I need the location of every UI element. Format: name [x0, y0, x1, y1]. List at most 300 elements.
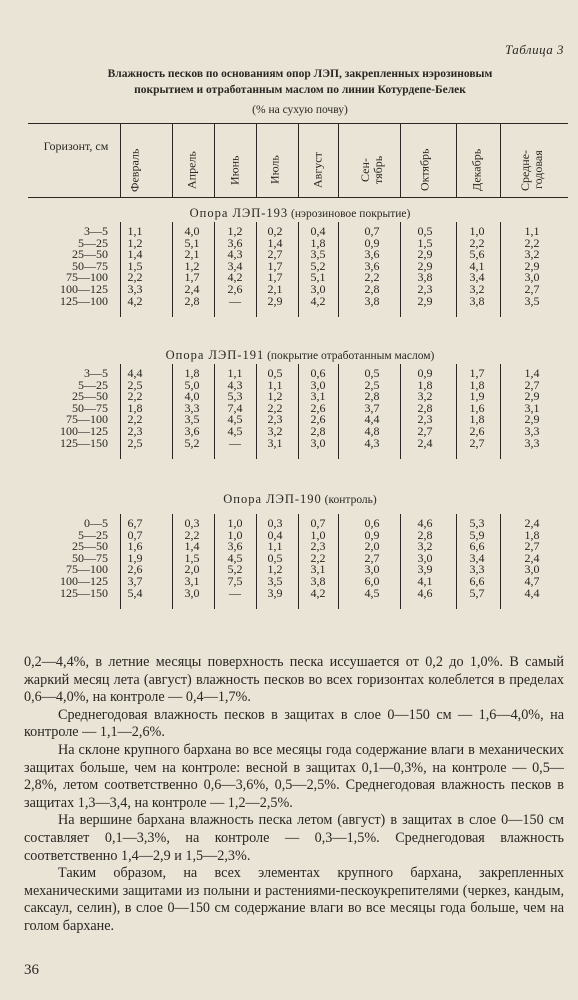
header-month: Средне- годовая	[518, 149, 545, 191]
value-cell: 1,8	[524, 527, 540, 542]
section-grid	[30, 518, 570, 599]
value-cell: 6,6	[469, 539, 485, 554]
column-rule	[338, 123, 339, 197]
value-cell: 5,1	[310, 270, 326, 285]
column-rule	[214, 123, 215, 197]
value-cell: 3,5	[184, 412, 200, 427]
value-cell: 1,7	[267, 270, 283, 285]
column-rule	[256, 514, 257, 609]
value-cell: 2,4	[524, 550, 540, 565]
table-row	[30, 281, 570, 296]
value-cell: 0,3	[184, 516, 200, 530]
header-month: Февраль	[127, 148, 142, 192]
horizon-cell: 5—25	[78, 235, 108, 250]
horizon-cell: 3—5	[84, 366, 108, 380]
section-title-text: Опора ЛЭП-191	[165, 348, 265, 362]
value-cell: 5,3	[227, 389, 243, 404]
section-title-note: (нэрозиновое покрытие)	[288, 208, 411, 220]
value-cell: 4,0	[184, 224, 200, 238]
value-cell: 3,0	[310, 377, 326, 392]
value-cell: 1,1	[267, 377, 283, 392]
header-month: Сен- тябрь	[358, 155, 385, 185]
horizon-cell: 5—25	[78, 527, 108, 542]
value-cell: —	[229, 293, 241, 308]
table-row	[30, 518, 570, 530]
value-cell: 2,5	[127, 377, 143, 392]
section-title-note: (покрытие отработанным маслом)	[264, 350, 435, 362]
column-rule	[400, 222, 401, 317]
value-cell: 0,5	[267, 366, 283, 380]
value-cell: 2,3	[417, 412, 433, 427]
value-cell: 3,8	[417, 270, 433, 285]
value-cell: —	[229, 435, 241, 450]
value-cell: 4,7	[524, 573, 540, 588]
table-row	[30, 564, 570, 576]
column-rule	[338, 514, 339, 609]
body-paragraph: Таким образом, на всех элементах крупного бархана, закрепленных механическими защитами из полыни и растениями-пескоукрепителями (черкез, кандым, саксаул, селин), в слое 0—150 см содержание влаги во все месяцы года больше, чем на голом бархане.	[24, 865, 564, 934]
value-cell: 2,8	[364, 281, 380, 296]
section-title-text: Опора ЛЭП-193	[189, 206, 289, 220]
value-cell: 3,5	[267, 573, 283, 588]
value-cell: 3,1	[310, 389, 326, 404]
value-cell: 2,6	[310, 400, 326, 415]
value-cell: 2,2	[127, 389, 143, 404]
value-cell: 1,4	[184, 539, 200, 554]
table-row	[30, 249, 570, 261]
column-rule	[214, 514, 215, 609]
column-rule	[400, 514, 401, 609]
value-cell: 1,7	[267, 258, 283, 273]
value-cell: 2,5	[364, 377, 380, 392]
value-cell: 0,6	[310, 366, 326, 380]
value-cell: 4,3	[227, 377, 243, 392]
horizon-cell: 50—75	[72, 550, 108, 565]
table-row	[30, 414, 570, 426]
value-cell: 4,5	[227, 412, 243, 427]
value-cell: 4,3	[227, 247, 243, 262]
table-row	[30, 423, 570, 438]
column-rule	[172, 123, 173, 197]
value-cell: 1,4	[524, 366, 540, 380]
section-grid	[30, 368, 570, 449]
value-cell: 5,4	[127, 585, 143, 600]
table-row	[30, 527, 570, 542]
value-cell: 3,3	[469, 562, 485, 577]
horizon-cell: 50—75	[72, 400, 108, 415]
value-cell: 3,2	[524, 247, 540, 262]
value-cell: 4,5	[364, 585, 380, 600]
value-cell: 3,3	[524, 435, 540, 450]
value-cell: 3,0	[524, 562, 540, 577]
value-cell: 3,8	[469, 293, 485, 308]
table-row	[30, 293, 570, 308]
value-cell: 2,9	[524, 412, 540, 427]
horizon-cell: 125—150	[60, 435, 108, 450]
column-rule	[500, 222, 501, 317]
section-title-text: Опора ЛЭП-190	[223, 492, 322, 506]
column-rule	[456, 364, 457, 459]
value-cell: 1,8	[127, 400, 143, 415]
value-cell: 5,2	[184, 435, 200, 450]
value-cell: 3,6	[364, 258, 380, 273]
column-rule	[172, 364, 173, 459]
value-cell: 3,8	[310, 573, 326, 588]
table-row	[30, 550, 570, 565]
header-month: Август	[310, 152, 325, 188]
value-cell: 3,0	[524, 270, 540, 285]
column-rule	[256, 123, 257, 197]
value-cell: 0,9	[364, 527, 380, 542]
value-cell: 2,3	[127, 423, 143, 438]
value-cell: 4,1	[417, 573, 433, 588]
horizon-cell: 25—50	[72, 539, 108, 554]
column-rule	[500, 123, 501, 197]
value-cell: 1,1	[227, 366, 243, 380]
value-cell: 2,9	[524, 389, 540, 404]
horizon-cell: 100—125	[60, 281, 108, 296]
horizon-cell: 25—50	[72, 389, 108, 404]
value-cell: 2,2	[127, 270, 143, 285]
value-cell: 2,7	[267, 247, 283, 262]
value-cell: 3,1	[310, 562, 326, 577]
column-rule	[298, 222, 299, 317]
value-cell: 3,1	[524, 400, 540, 415]
value-cell: 1,0	[310, 527, 326, 542]
value-cell: 2,7	[469, 435, 485, 450]
value-cell: 1,8	[469, 412, 485, 427]
value-cell: 2,7	[524, 539, 540, 554]
table-row	[30, 435, 570, 450]
column-rule	[456, 514, 457, 609]
header-month: Октябрь	[417, 148, 432, 192]
value-cell: 5,3	[469, 516, 485, 530]
column-rule	[400, 364, 401, 459]
value-cell: 3,9	[417, 562, 433, 577]
value-cell: 0,5	[267, 550, 283, 565]
value-cell: 1,1	[267, 539, 283, 554]
value-cell: 0,3	[267, 516, 283, 530]
value-cell: 1,8	[417, 377, 433, 392]
column-rule	[400, 123, 401, 197]
column-rule	[214, 222, 215, 317]
table-row	[30, 377, 570, 392]
value-cell: 2,3	[267, 412, 283, 427]
value-cell: 0,2	[267, 224, 283, 238]
horizon-cell: 0—5	[84, 516, 108, 530]
column-rule	[298, 123, 299, 197]
value-cell: 1,0	[227, 527, 243, 542]
value-cell: 0,7	[127, 527, 143, 542]
value-cell: 3,3	[184, 400, 200, 415]
value-cell: 3,7	[364, 400, 380, 415]
value-cell: 2,6	[127, 562, 143, 577]
table-subtitle: (% на сухую почву)	[252, 104, 348, 116]
value-cell: 4,8	[364, 423, 380, 438]
header-horizon: Горизонт, см	[43, 139, 109, 153]
value-cell: 3,6	[227, 235, 243, 250]
value-cell: 2,6	[469, 423, 485, 438]
value-cell: 0,9	[364, 235, 380, 250]
value-cell: 1,0	[227, 516, 243, 530]
value-cell: 1,1	[524, 224, 540, 238]
value-cell: 3,3	[127, 281, 143, 296]
value-cell: 2,1	[267, 281, 283, 296]
section-title	[30, 348, 570, 363]
value-cell: 1,8	[310, 235, 326, 250]
value-cell: 3,2	[267, 423, 283, 438]
column-rule	[338, 364, 339, 459]
value-cell: 1,2	[184, 258, 200, 273]
value-cell: 2,2	[469, 235, 485, 250]
value-cell: 2,6	[227, 281, 243, 296]
value-cell: 1,2	[127, 235, 143, 250]
section-title	[30, 206, 570, 221]
value-cell: 1,2	[267, 389, 283, 404]
body-text	[24, 654, 564, 936]
value-cell: 3,4	[469, 550, 485, 565]
value-cell: 1,6	[469, 400, 485, 415]
value-cell: 1,9	[469, 389, 485, 404]
value-cell: 2,5	[127, 435, 143, 450]
value-cell: 2,3	[310, 539, 326, 554]
table-row	[30, 235, 570, 250]
value-cell: 3,0	[364, 562, 380, 577]
value-cell: 1,4	[127, 247, 143, 262]
table-row	[30, 272, 570, 284]
horizon-cell: 3—5	[84, 224, 108, 238]
section-title-note: (контроль)	[321, 494, 377, 506]
value-cell: 4,2	[227, 270, 243, 285]
value-cell: 3,2	[417, 389, 433, 404]
value-cell: 2,2	[524, 235, 540, 250]
horizon-cell: 5—25	[78, 377, 108, 392]
column-rule	[256, 222, 257, 317]
column-rule	[456, 123, 457, 197]
value-cell: 2,3	[417, 281, 433, 296]
column-rule	[338, 222, 339, 317]
value-cell: 1,5	[127, 258, 143, 273]
value-cell: 2,9	[524, 258, 540, 273]
value-cell: 3,9	[267, 585, 283, 600]
value-cell: 4,2	[310, 585, 326, 600]
value-cell: 4,4	[127, 366, 143, 380]
column-rule	[172, 514, 173, 609]
column-rule	[120, 364, 121, 459]
table-title-line2: покрытием и отработанным маслом по линии Котурдепе-Белек	[134, 84, 466, 96]
horizon-cell: 75—100	[66, 270, 108, 285]
value-cell: 6,0	[364, 573, 380, 588]
header-month: Июнь	[227, 155, 242, 185]
value-cell: 0,4	[310, 224, 326, 238]
column-rule	[120, 514, 121, 609]
value-cell: 1,2	[227, 224, 243, 238]
header-month: Июль	[267, 155, 282, 185]
header-month: Декабрь	[469, 148, 484, 192]
value-cell: 0,6	[364, 516, 380, 530]
section-title	[30, 492, 570, 507]
table-row	[30, 400, 570, 415]
value-cell: 3,7	[127, 573, 143, 588]
value-cell: 3,5	[310, 247, 326, 262]
value-cell: 1,7	[469, 366, 485, 380]
value-cell: 4,5	[227, 550, 243, 565]
value-cell: 2,8	[184, 293, 200, 308]
value-cell: 4,3	[364, 435, 380, 450]
value-cell: 2,0	[184, 562, 200, 577]
value-cell: 2,2	[364, 270, 380, 285]
value-cell: 3,3	[524, 423, 540, 438]
value-cell: 4,1	[469, 258, 485, 273]
value-cell: 3,1	[184, 573, 200, 588]
value-cell: 2,8	[417, 527, 433, 542]
value-cell: 2,4	[524, 516, 540, 530]
value-cell: 3,2	[469, 281, 485, 296]
value-cell: 1,0	[469, 224, 485, 238]
body-paragraph: На склоне крупного бархана во все месяцы года содержание влаги в механических защитах больше, чем на контроле: весной в защитах 0,1—0,3%, на контроле — 0,5—2,8%, летом соответственно 0,6—3,6%, 0,5—2,5%. Среднегодовая влажность песков в защитах 1,3—3,4, на контроле — 1,2—2,5%.	[24, 741, 564, 811]
value-cell: —	[229, 585, 241, 600]
column-rule	[120, 222, 121, 317]
value-cell: 7,4	[227, 400, 243, 415]
value-cell: 1,8	[184, 366, 200, 380]
value-cell: 3,4	[469, 270, 485, 285]
column-rule	[120, 123, 121, 197]
value-cell: 2,4	[184, 281, 200, 296]
value-cell: 3,8	[364, 293, 380, 308]
column-rule	[172, 222, 173, 317]
value-cell: 2,6	[310, 412, 326, 427]
value-cell: 2,9	[417, 247, 433, 262]
value-cell: 1,4	[267, 235, 283, 250]
value-cell: 5,7	[469, 585, 485, 600]
value-cell: 0,5	[364, 366, 380, 380]
value-cell: 0,7	[310, 516, 326, 530]
table-row	[30, 573, 570, 588]
value-cell: 2,1	[184, 247, 200, 262]
column-rule	[500, 364, 501, 459]
value-cell: 1,6	[127, 539, 143, 554]
header-month: Апрель	[184, 151, 199, 189]
value-cell: 2,0	[364, 539, 380, 554]
value-cell: 2,9	[267, 293, 283, 308]
table-row	[30, 391, 570, 403]
value-cell: 2,7	[364, 550, 380, 565]
body-paragraph: Среднегодовая влажность песков в защитах в слое 0—150 см — 1,6—4,0%, на контроле — 1,1—2,6%.	[24, 706, 564, 741]
value-cell: 2,4	[417, 435, 433, 450]
page-number: 36	[24, 962, 39, 978]
value-cell: 3,0	[310, 281, 326, 296]
horizon-cell: 75—100	[66, 562, 108, 577]
value-cell: 4,2	[310, 293, 326, 308]
value-cell: 1,5	[417, 235, 433, 250]
header-bottom-rule	[28, 197, 568, 198]
table-label: Таблица 3	[504, 42, 564, 57]
value-cell: 2,7	[417, 423, 433, 438]
column-rule	[298, 514, 299, 609]
value-cell: 4,0	[184, 389, 200, 404]
column-rule	[214, 364, 215, 459]
body-paragraph: 0,2—4,4%, в летние месяцы поверхность песка иссушается от 0,2 до 1,0%. В самый жаркий месяц лета (август) влажность песков во всех горизонтах колеблется в пределах 0,6—4,0%, на контроле — 0,4—1,7%.	[24, 654, 564, 706]
value-cell: 2,2	[310, 550, 326, 565]
value-cell: 3,1	[267, 435, 283, 450]
value-cell: 1,8	[469, 377, 485, 392]
value-cell: 3,0	[417, 550, 433, 565]
value-cell: 3,6	[364, 247, 380, 262]
value-cell: 2,8	[417, 400, 433, 415]
column-rule	[298, 364, 299, 459]
value-cell: 5,6	[469, 247, 485, 262]
value-cell: 1,1	[127, 224, 143, 238]
table-row	[30, 368, 570, 380]
value-cell: 5,0	[184, 377, 200, 392]
horizon-cell: 50—75	[72, 258, 108, 273]
value-cell: 3,0	[184, 585, 200, 600]
value-cell: 1,2	[267, 562, 283, 577]
value-cell: 2,8	[310, 423, 326, 438]
horizon-cell: 25—50	[72, 247, 108, 262]
value-cell: 5,1	[184, 235, 200, 250]
table-row	[30, 585, 570, 600]
value-cell: 4,6	[417, 516, 433, 530]
value-cell: 1,5	[184, 550, 200, 565]
value-cell: 0,5	[417, 224, 433, 238]
value-cell: 2,2	[127, 412, 143, 427]
value-cell: 7,5	[227, 573, 243, 588]
value-cell: 2,2	[267, 400, 283, 415]
horizon-cell: 125—150	[60, 585, 108, 600]
horizon-cell: 100—125	[60, 423, 108, 438]
table-title	[40, 66, 560, 98]
value-cell: 5,2	[310, 258, 326, 273]
value-cell: 3,2	[417, 539, 433, 554]
value-cell: 3,6	[184, 423, 200, 438]
value-cell: 5,2	[227, 562, 243, 577]
value-cell: 6,7	[127, 516, 143, 530]
value-cell: 3,6	[227, 539, 243, 554]
value-cell: 5,9	[469, 527, 485, 542]
value-cell: 4,2	[127, 293, 143, 308]
value-cell: 3,5	[524, 293, 540, 308]
value-cell: 0,9	[417, 366, 433, 380]
value-cell: 4,5	[227, 423, 243, 438]
table-row	[30, 541, 570, 553]
value-cell: 1,9	[127, 550, 143, 565]
value-cell: 2,9	[417, 293, 433, 308]
horizon-cell: 100—125	[60, 573, 108, 588]
value-cell: 0,7	[364, 224, 380, 238]
value-cell: 2,9	[417, 258, 433, 273]
body-paragraph: На вершине бархана влажность песка летом (август) в защитах в слое 0—150 см составляет 0,1—3,3%, на контроле — 0,3—1,5%. Среднегодовая влажность соответственно 1,4—2,9 и 1,5—2,3%.	[24, 812, 564, 864]
value-cell: 4,4	[364, 412, 380, 427]
value-cell: 2,8	[364, 389, 380, 404]
table-row	[30, 226, 570, 238]
section-grid	[30, 226, 570, 307]
value-cell: 1,7	[184, 270, 200, 285]
horizon-cell: 125—100	[60, 293, 108, 308]
value-cell: 4,6	[417, 585, 433, 600]
table-row	[30, 258, 570, 273]
column-rule	[500, 514, 501, 609]
column-rule	[456, 222, 457, 317]
value-cell: 4,4	[524, 585, 540, 600]
value-cell: 3,0	[310, 435, 326, 450]
table-title-line1: Влажность песков по основаниям опор ЛЭП, закрепленных нэрозиновым	[107, 68, 493, 80]
value-cell: 0,4	[267, 527, 283, 542]
column-rule	[256, 364, 257, 459]
value-cell: 6,6	[469, 573, 485, 588]
value-cell: 3,4	[227, 258, 243, 273]
value-cell: 2,2	[184, 527, 200, 542]
value-cell: 2,7	[524, 281, 540, 296]
